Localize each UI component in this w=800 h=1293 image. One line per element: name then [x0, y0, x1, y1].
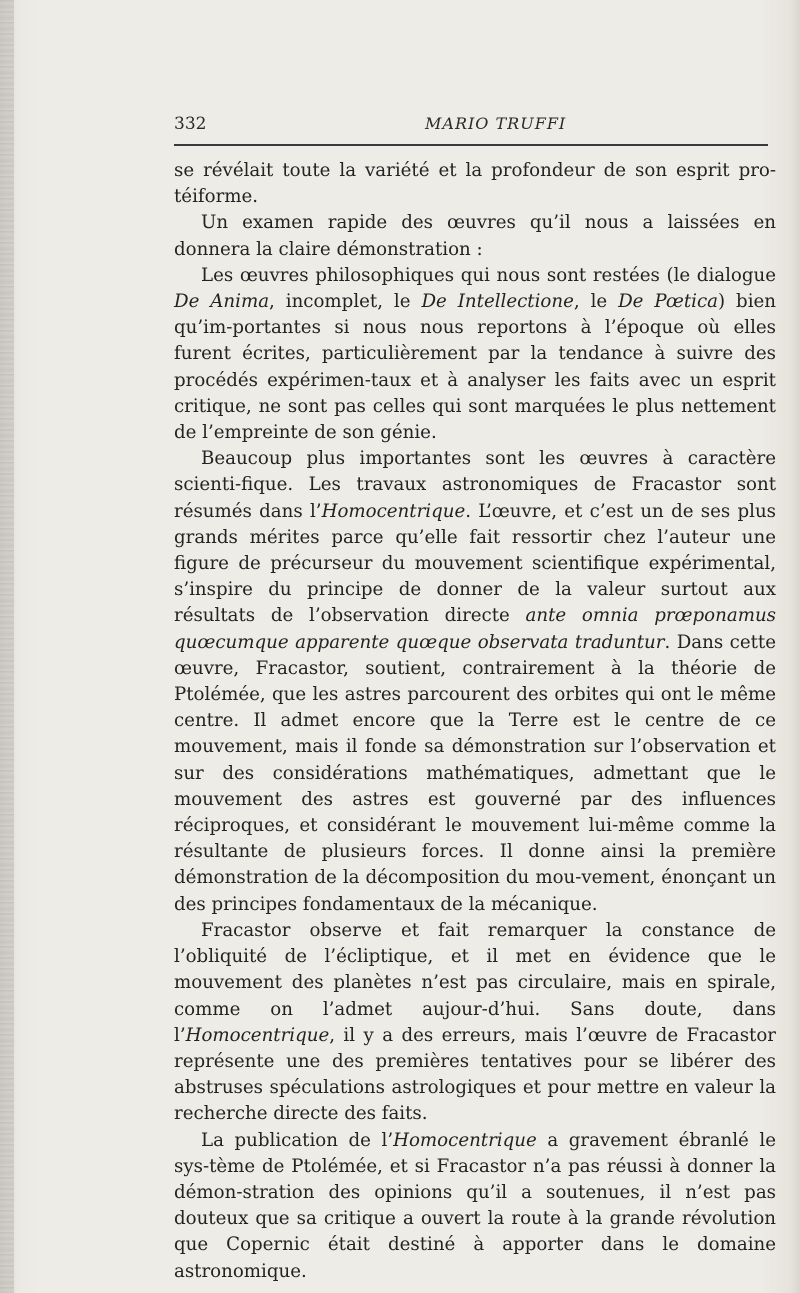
paragraph-continuation [174, 158, 776, 210]
text-run: , le [573, 291, 619, 313]
text-run: . Dans cette œuvre, Fracastor, soutient, contrairement à la théorie de Ptolémée, que les astres parcourent des orbites qui ont le même centre. Il admet encore que la Terre est le centre de ce mouvement, mais il fonde sa démonstration sur l’observation et sur des considérations mathématiques, admettant que le mouvement des astres est gouverné par des influences réciproques, et considérant le mouvement lui-même comme la résultante de plusieurs forces. Il donne ainsi la première démonstration de la décomposition du mou-vement, énonçant un des principes fondamentaux de la mécanique. [174, 631, 776, 915]
text-run: se révélait toute la variété et la profondeur de son esprit pro-téiforme. [174, 160, 776, 208]
text-run: . L’œuvre, et c’est un de ses plus grands mérites parce qu’elle fait ressortir chez l’auteur une figure de précurseur du mouvement scientifique expérimental, s’inspire du principe de donner de la valeur surtout aux résultats de l’observation directe [174, 500, 777, 627]
italic-text-run: Homocentrique [393, 1129, 537, 1151]
text-run: Fracastor observe et fait remarquer la constance de l’obliquité de l’écliptique, et il met en évidence que le mouvement des planètes n’est pas circulaire, mais en spirale, comme on l’admet aujour-d’hui. Sans doute, dans l’ [174, 919, 776, 1046]
paragraph-oeuvres-scientifiques [174, 446, 776, 918]
paragraph-examen [174, 210, 776, 262]
text-run: , il y a des erreurs, mais l’œuvre de Fracastor représente une des premières tentatives pour se libérer des abstruses spéculations astrologiques et pour mettre en valeur la recherche directe des faits. [174, 1024, 776, 1125]
page-number: 332 [174, 114, 207, 134]
body-text [174, 158, 776, 1285]
header-rule [174, 144, 768, 146]
text-run: , incomplet, le [269, 291, 422, 313]
italic-text-run: De Pœtica [618, 291, 719, 313]
running-head: MARIO TRUFFI [425, 114, 567, 133]
paragraph-publication [174, 1128, 776, 1285]
text-run: Les œuvres philosophiques qui nous sont restées (le dialogue [201, 264, 776, 286]
page-header [174, 108, 768, 148]
italic-text-run: Homocentrique [321, 500, 466, 522]
text-run: Un examen rapide des œuvres qu’il nous a laissées en donnera la claire démonstration : [174, 212, 776, 260]
text-run: Beaucoup plus importantes sont les œuvres à caractère scienti-fique. Les travaux astronomiques de Fracastor sont résumés dans l’ [174, 448, 776, 522]
paragraph-obliquite [174, 918, 776, 1128]
paragraph-oeuvres-philosophiques [174, 263, 776, 446]
italic-text-run: De Anima [174, 291, 270, 313]
italic-text-run: Homocentrique [185, 1024, 330, 1046]
binding-gutter [0, 0, 14, 1293]
italic-text-run: De Intellectione [421, 291, 574, 313]
text-run: a gravement ébranlé le sys-tème de Ptolémée, et si Fracastor n’a pas réussi à donner la démon-stration des opinions qu’il a soutenues, il n’est pas douteux que sa critique a ouvert la route à la grande révolution que Copernic était destiné à apporter dans le domaine astronomique. [174, 1129, 776, 1282]
text-run: La publication de l’ [201, 1129, 394, 1151]
text-run: ) bien qu’im-portantes si nous nous reportons à l’époque où elles furent écrites, particulièrement par la tendance à suivre des procédés expérimen-taux et à analyser les faits avec un esprit critique, ne sont pas celles qui sont marquées le plus nettement de l’empreinte de son génie. [174, 291, 776, 444]
italic-text-run: ante omnia prœponamus quœcumque apparente quœque observata traduntur [174, 605, 776, 653]
